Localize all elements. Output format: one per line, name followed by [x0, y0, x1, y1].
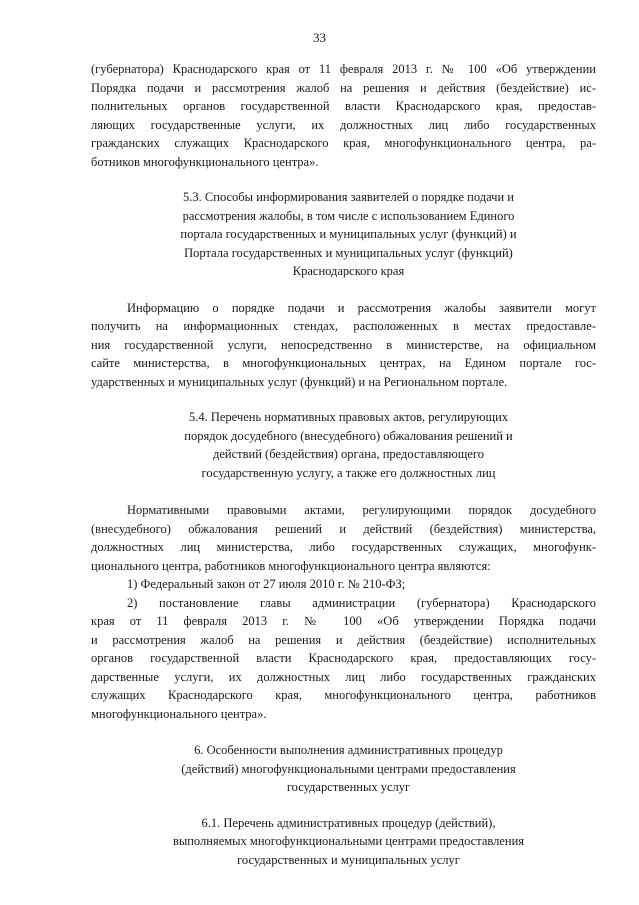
heading-line: государственную услугу, а также его должностных лиц [201, 465, 496, 480]
heading-line: выполняемых многофункциональными центрами предоставления [172, 834, 525, 848]
text-line: дарственные услуги, их должностных лиц либо государственных гражданских [91, 669, 596, 684]
section-heading-5-3 [91, 188, 596, 281]
text-line: ляющих государственные услуги, их должностных лиц либо государственных [91, 117, 596, 132]
heading-line: Краснодарского края [292, 264, 405, 278]
heading-line: государственных услуг [286, 780, 411, 794]
paragraph-5-3 [91, 299, 596, 392]
text-line: и рассмотрения жалоб на решения и действия (бездействие) исполнительных [91, 632, 596, 647]
text-line: ционального центра, работников многофункционального центра являются: [91, 558, 491, 573]
text-line: органов государственной власти Краснодарского края, предоставляющих госу- [91, 651, 596, 665]
list-item-2 [91, 594, 596, 724]
text-line: гражданских служащих Краснодарского края, многофункционального центра, ра- [91, 136, 596, 150]
heading-line: действий (бездействия) органа, предоставляющего [213, 447, 484, 461]
text-line: многофункционального центра». [91, 706, 267, 721]
text-line: должностных лиц министерства, либо государственных служащих, многофунк- [91, 540, 596, 554]
list-item-1: 1) Федеральный закон от 27 июля 2010 г. № 210-ФЗ; [127, 577, 406, 591]
text-line: Порядка подачи и рассмотрения жалоб на решения и действия (бездействие) ис- [91, 80, 596, 95]
section-heading-6-1 [91, 814, 596, 870]
text-line: полнительных органов государственной власти Краснодарского края, предостав- [91, 99, 596, 113]
heading-line: порядок досудебного (внесудебного) обжалования решений и [184, 428, 513, 443]
text-line: края от 11 февраля 2013 г. № 100 «Об утверждении Порядка подачи [91, 614, 596, 628]
heading-line: государственных и муниципальных услуг [237, 852, 460, 867]
heading-line: рассмотрения жалобы, в том числе с использованием Единого [182, 208, 515, 223]
text-line: ния государственной услуги, непосредственно в министерстве, на официальном [91, 337, 596, 352]
text-line: получить на информационных стендах, расположенных в местах предоставле- [91, 319, 596, 333]
text-line: Нормативными правовыми актами, регулирующими порядок досудебного [127, 503, 596, 517]
text-line: (внесудебного) обжалования решений и действий (бездействия) министерства, [91, 521, 596, 536]
text-line: ботников многофункционального центра». [91, 154, 319, 169]
text-line: 2) постановление главы администрации (губернатора) Краснодарского [127, 595, 596, 610]
page-number: 33 [313, 30, 326, 45]
text-line: Информацию о порядке подачи и рассмотрения жалобы заявители могут [127, 300, 596, 315]
heading-line: 5.4. Перечень нормативных правовых актов, регулирующих [188, 410, 509, 424]
text-line: ударственных и муниципальных услуг (функций) и на Региональном портале. [91, 374, 508, 389]
heading-line: 6. Особенности выполнения административных процедур [194, 743, 503, 757]
section-heading-5-4 [91, 408, 596, 482]
heading-line: портала государственных и муниципальных услуг (функций) и [180, 227, 517, 241]
page-content [91, 60, 596, 869]
section-heading-6 [91, 741, 596, 797]
text-line: (губернатора) Краснодарского края от 11 февраля 2013 г. № 100 «Об утверждении [91, 62, 596, 76]
heading-line: 6.1. Перечень административных процедур (действий), [201, 815, 496, 830]
paragraph-intro [91, 60, 596, 171]
text-line: сайте министерства, в многофункциональных центрах, на Едином портале гос- [91, 356, 596, 370]
paragraph-5-4 [91, 501, 596, 575]
text-line: служащих Краснодарского края, многофункционального центра, работников [91, 688, 596, 702]
heading-line: 5.3. Способы информирования заявителей о порядке подачи и [183, 190, 514, 204]
heading-line: (действий) многофункциональными центрами предоставления [181, 761, 516, 776]
heading-line: Портала государственных и муниципальных услуг (функций) [184, 245, 513, 260]
